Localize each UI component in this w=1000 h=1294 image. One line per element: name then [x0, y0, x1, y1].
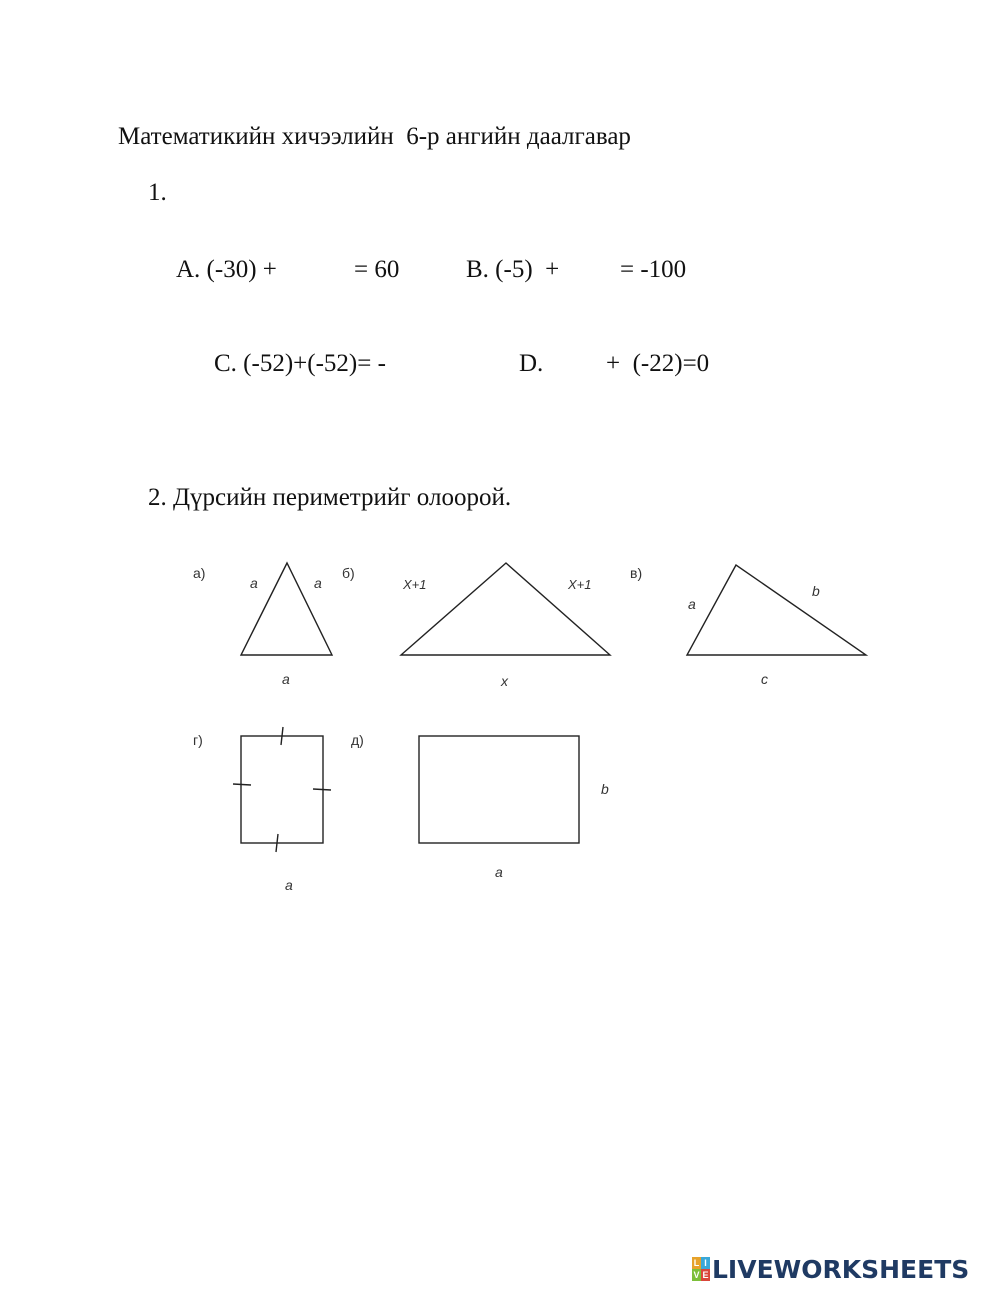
figure-b-right-label: X+1	[568, 577, 592, 592]
task1-b-label: B. (-5) +	[466, 256, 560, 283]
logo-mark-letter-l: L	[693, 1258, 700, 1268]
worksheet-title: Математикийн хичээлийн 6-р ангийн даалгавар	[118, 123, 631, 150]
figure-v-left-label: a	[688, 596, 696, 612]
figure-d-base-label: a	[495, 864, 503, 880]
figure-a-marker: а)	[193, 565, 206, 581]
figure-d-side-label: b	[601, 781, 609, 797]
task1-d-result: + (-22)=0	[606, 350, 710, 377]
figure-d-rectangle	[419, 736, 579, 843]
figure-v-right-label: b	[812, 583, 820, 599]
figure-g-square	[241, 736, 323, 843]
figure-a-left-label: a	[250, 575, 258, 591]
logo-mark-letter-e: E	[702, 1270, 709, 1280]
figure-v-marker: в)	[630, 565, 643, 581]
figure-g-tick-right	[313, 789, 331, 790]
figure-b-left-label: X+1	[403, 577, 427, 592]
figure-a-base-label: a	[282, 671, 290, 687]
figure-v-triangle	[687, 565, 866, 655]
figure-b-base-label: x	[501, 673, 508, 689]
figure-g-tick-top	[281, 727, 283, 745]
figure-g-tick-left	[233, 784, 251, 785]
task1-a-result: = 60	[354, 256, 400, 283]
figure-g-base-label: a	[285, 877, 293, 893]
figure-g-marker: г)	[193, 732, 203, 748]
task1-d-label: D.	[519, 350, 544, 377]
task1-c-label: C. (-52)+(-52)= -	[214, 350, 386, 377]
liveworksheets-logo-text: LIVEWORKSHEETS	[712, 1254, 970, 1284]
task1-b-result: = -100	[620, 256, 687, 283]
liveworksheets-logo	[692, 1255, 969, 1283]
figure-g-tick-bottom	[276, 834, 278, 852]
figure-d-marker: д)	[351, 732, 364, 748]
logo-mark-letter-i: I	[701, 1257, 710, 1269]
task1-number: 1.	[148, 179, 167, 206]
figure-b-marker: б)	[342, 565, 355, 581]
liveworksheets-logo-mark	[692, 1257, 710, 1281]
figure-a-right-label: a	[314, 575, 322, 591]
task2-heading: 2. Дүрсийн периметрийг олоорой.	[148, 484, 512, 511]
figure-v-base-label: c	[761, 671, 768, 687]
task1-a-label: A. (-30) +	[176, 256, 277, 283]
logo-mark-letter-v: V	[693, 1270, 700, 1280]
